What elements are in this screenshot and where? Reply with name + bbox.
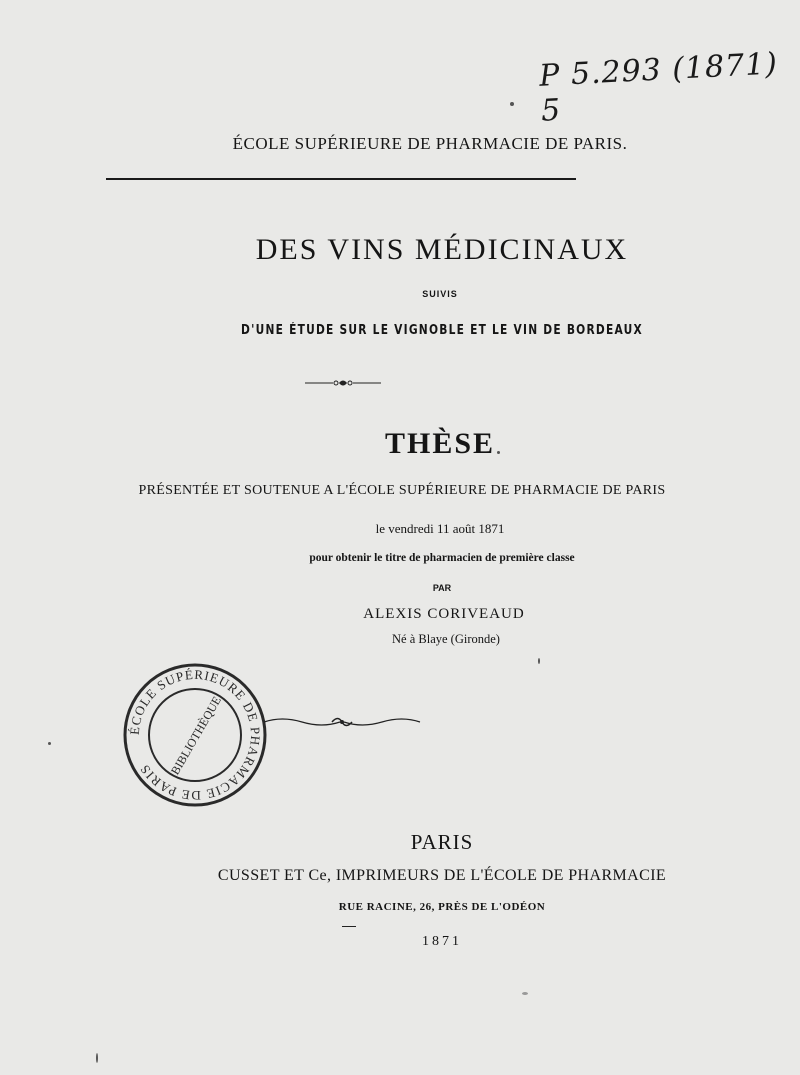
- title-connector: SUIVIS: [422, 289, 458, 299]
- ornament-flourish: [262, 712, 422, 732]
- ornament-divider: [305, 375, 381, 391]
- author-name: ALEXIS CORIVEAUD: [363, 606, 525, 622]
- imprint-city: PARIS: [410, 830, 474, 854]
- subtitle: D'UNE ÉTUDE SUR LE VIGNOBLE ET LE VIN DE BORDEAUX: [241, 323, 643, 338]
- school-header: ÉCOLE SUPÉRIEURE DE PHARMACIE DE PARIS.: [232, 134, 628, 153]
- degree-purpose: pour obtenir le titre de pharmacien de première classe: [309, 552, 575, 564]
- library-stamp: [120, 660, 270, 810]
- paper-speck: [510, 102, 514, 106]
- main-title: DES VINS MÉDICINAUX: [255, 233, 629, 266]
- paper-speck: [48, 742, 51, 745]
- header-rule: [106, 178, 576, 180]
- imprint-dash: [342, 926, 356, 927]
- paper-speck: [96, 1053, 98, 1063]
- by-label: PAR: [432, 583, 452, 593]
- presented-line: PRÉSENTÉE ET SOUTENUE A L'ÉCOLE SUPÉRIEURE DE PHARMACIE DE PARIS: [138, 483, 666, 498]
- defense-date: le vendredi 11 août 1871: [375, 521, 505, 536]
- paper-speck: [497, 451, 500, 454]
- handwritten-shelfmark: P 5.293 (1871) 5: [538, 46, 779, 129]
- imprint-address: RUE RACINE, 26, PRÈS DE L'ODÉON: [338, 901, 546, 913]
- stamp-outer-text: ÉCOLE SUPÉRIEURE DE PHARMACIE DE PARIS: [126, 666, 264, 804]
- imprint-year: 1871: [422, 934, 462, 949]
- imprint-printer: CUSSET ET Ce, IMPRIMEURS DE L'ÉCOLE DE PHARMACIE: [217, 867, 667, 884]
- author-birthplace: Né à Blaye (Gironde): [392, 632, 500, 646]
- paper-speck: [522, 992, 528, 995]
- stamp-inner-text: BIBLIOTHÈQUE: [167, 693, 224, 778]
- thesis-heading: THÈSE: [384, 427, 496, 460]
- paper-speck: [538, 658, 540, 664]
